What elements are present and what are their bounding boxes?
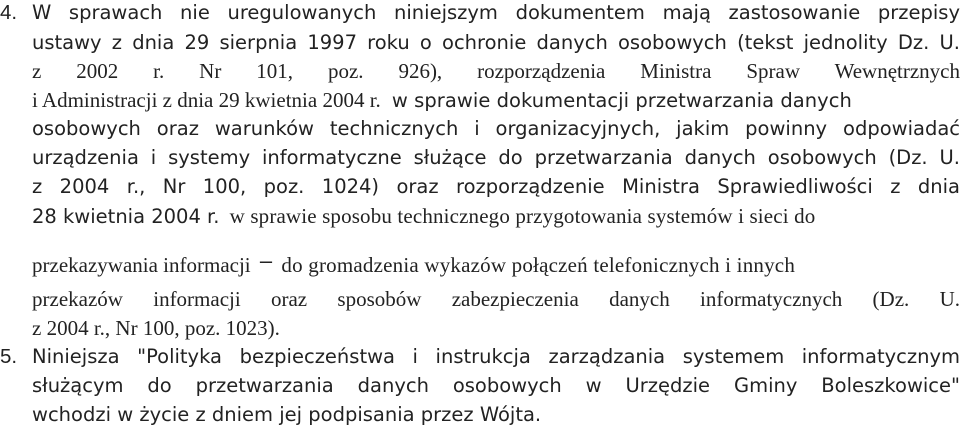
paragraph-line — [32, 203, 960, 230]
list-number: 4. — [0, 1, 18, 24]
dash-symbol: – — [259, 248, 273, 273]
paragraph-line: z 2004 r., Nr 100, poz. 1024) oraz rozporządzenie Ministra Sprawiedliwości z dnia — [32, 175, 960, 198]
paragraph-line: osobowych oraz warunków technicznych i organizacyjnych, jakim powinny odpowiadać — [32, 117, 960, 140]
list-number: 5. — [0, 345, 18, 368]
paragraph-segment: przekazywania informacji — [32, 253, 251, 277]
paragraph-segment: w sprawie sposobu technicznego przygotowania systemów i sieci do — [229, 204, 816, 228]
paragraph-segment: 28 kwietnia 2004 r. — [32, 205, 220, 228]
paragraph-line: Niniejsza "Polityka bezpieczeństwa i instrukcja zarządzania systemem informatycznym — [32, 345, 960, 368]
paragraph-line: przekazów informacji oraz sposobów zabezpieczenia danych informatycznych (Dz. U. — [32, 287, 960, 311]
paragraph-line: służącym do przetwarzania danych osobowych w Urzędzie Gminy Boleszkowice" — [32, 374, 960, 397]
paragraph-line: ustawy z dnia 29 sierpnia 1997 roku o ochronie danych osobowych (tekst jednolity Dz. U. — [32, 31, 960, 54]
paragraph-line: z 2004 r., Nr 100, poz. 1023). — [32, 316, 280, 340]
paragraph-segment: w sprawie dokumentacji przetwarzania danych — [391, 89, 852, 112]
paragraph-segment: i Administracji z dnia 29 kwietnia 2004 r. — [32, 88, 381, 112]
paragraph-line: W sprawach nie uregulowanych niniejszym dokumentem mają zastosowanie przepisy — [32, 1, 960, 24]
paragraph-line — [32, 87, 960, 114]
paragraph-line — [32, 248, 960, 278]
paragraph-line: urządzenia i systemy informatyczne służące do przetwarzania danych osobowych (Dz. U. — [32, 146, 960, 169]
paragraph-line: wchodzi w życie z dniem jej podpisania przez Wójta. — [32, 403, 542, 426]
paragraph-segment: do gromadzenia wykazów połączeń telefonicznych i innych — [281, 253, 796, 277]
paragraph-line: z 2002 r. Nr 101, poz. 926), rozporządzenia Ministra Spraw Wewnętrznych — [32, 59, 960, 83]
